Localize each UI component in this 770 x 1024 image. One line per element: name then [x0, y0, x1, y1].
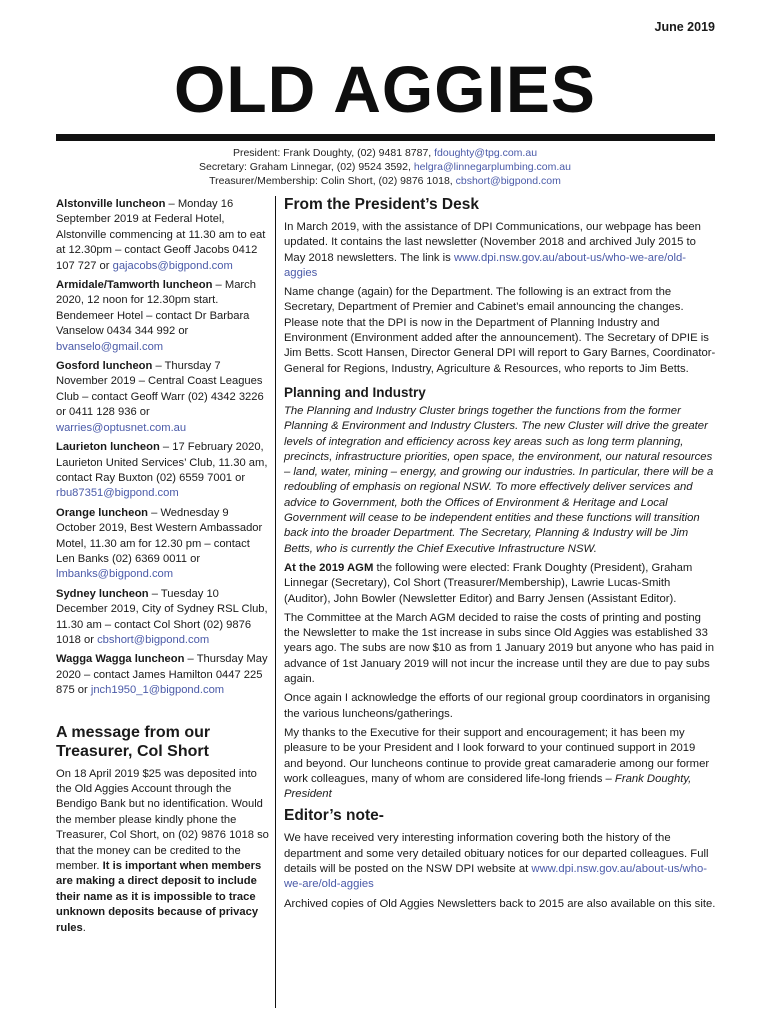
- luncheon-item: Armidale/Tamworth luncheon – March 2020, 12 noon for 12.30pm start. Bendemeer Hotel – contact Dr Barbara Vanselow 0434 344 992 or bvanselo@gmail.com: [56, 279, 256, 353]
- luncheon-item: Alstonville luncheon – Monday 16 September 2019 at Federal Hotel, Alstonville commencing at 11.30 am to eat at 12.30pm – contact Geoff Jacobs 0412 107 727 or gajacobs@bigpond.com: [56, 198, 266, 272]
- email-link[interactable]: jnch1950_1@bigpond.com: [90, 684, 225, 697]
- luncheon-item: Laurieton luncheon – 17 February 2020, Laurieton United Services’ Club, 11.30 am, contact Ray Buxton (02) 6559 7001 or rbu87351@bigpond.com: [56, 441, 268, 500]
- officer-secretary: Secretary: Graham Linnegar, (02) 9524 3592, helgra@linnegarplumbing.com.au: [199, 161, 571, 173]
- officers-block: [0, 146, 770, 188]
- email-link[interactable]: gajacobs@bigpond.com: [112, 259, 233, 272]
- editor-heading: Editor’s note-: [284, 807, 384, 825]
- newsletter-title: OLD AGGIES: [174, 52, 596, 126]
- president-heading: From the President’s Desk: [284, 196, 479, 213]
- left-column: [56, 197, 270, 936]
- email-link[interactable]: cbshort@bigpond.com: [97, 633, 210, 646]
- agm-paragraph: At the 2019 AGM the following were elected: Frank Doughty (President), Graham Linnegar (Secretary), Col Short (Treasurer/Membership), Lawrie Lucas-Smith (Auditor), John Bowler (Newsletter Editor) and Barry Jensen (Assistant Editor).: [284, 561, 693, 605]
- luncheon-item: Orange luncheon – Wednesday 9 October 2019, Best Western Ambassador Motel, 11.30 am for 12.30 pm – contact Len Banks (02) 6369 0011 or lmbanks@bigpond.com: [56, 506, 263, 581]
- email-link[interactable]: bvanselo@gmail.com: [56, 340, 164, 353]
- editor-paragraph: We have received very interesting information covering both the history of the department and some very detailed obituary notices for our departed colleagues. Full details will be posted on the NSW DPI website at www.dpi.nsw.gov.au/about-us/who-we-are/old-aggies: [284, 832, 709, 891]
- treasurer-heading: A message from our Treasurer, Col Short: [56, 723, 211, 760]
- officer-treasurer: Treasurer/Membership: Colin Short, (02) 9876 1018, cbshort@bigpond.com: [209, 175, 561, 187]
- planning-paragraph: The Planning and Industry Cluster brings together the functions from the former Planning & Environment and Industry Clusters. The new Cluster will drive the greater levels of integration and efficiency across key areas such as long term planning, precincts, infrastructure priorities, open space, the environment, our natural resources – land, water, mining – energy, and growing our industries. In particular, there will be a redoubling of emphasis on regional NSW. To more effectively deliver services and advice to Government, both the Offices of Environment & Heritage and Local Government will cease to be independent entities and these functions will transition back into the broader Department. The Secretary, Planning & Industry will be Jim Betts, who is currently the Chief Executive Infrastructure NSW.: [284, 404, 714, 555]
- right-column: [284, 195, 716, 916]
- thanks-paragraph: My thanks to the Executive for their support and encouragement; it has been my pleasure to be your President and I look forward to your continued support in 2019 and beyond. Our luncheons continue to provide great camaraderie among our former work colleagues, many of whom are considered life-long friends – Frank Doughty, President: [284, 726, 710, 801]
- president-paragraph: In March 2019, with the assistance of DPI Communications, our webpage has been updated. It contains the last newsletter (November 2018 and archived July 2015 to May 2018 newsletters. The link is www.dpi.nsw.gov.au/about-us/who-we-are/old-aggies: [284, 221, 701, 279]
- acknowledgement-paragraph: Once again I acknowledge the efforts of our regional group coordinators in organising the various luncheons/gatherings.: [284, 692, 711, 720]
- website-link[interactable]: www.dpi.nsw.gov.au/about-us/who-we-are/old-aggies: [284, 251, 687, 279]
- planning-heading: Planning and Industry: [284, 384, 426, 400]
- editor-paragraph: Archived copies of Old Aggies Newsletters back to 2015 are also available on this site.: [284, 897, 716, 910]
- luncheon-item: Wagga Wagga luncheon – Thursday May 2020 – contact James Hamilton 0447 225 875 or jnch1950_1@bigpond.com: [56, 653, 268, 697]
- officer-president: President: Frank Doughty, (02) 9481 8787, fdoughty@tpg.com.au: [232, 147, 538, 159]
- website-link[interactable]: www.dpi.nsw.gov.au/about-us/who-we-are/old-aggies: [284, 862, 708, 891]
- issue-date: June 2019: [654, 20, 715, 34]
- treasurer-message: On 18 April 2019 $25 was deposited into the Old Aggies Account through the Bendigo Bank but no identification. Would the member please kindly phone the Treasurer, Col Short, on (02) 9876 1018 so that the money can be credited to the member. It is important when members are making a direct deposit to include their name as it is impossible to trace unknown deposits because of privacy rules.: [56, 767, 269, 934]
- president-signature: Frank Doughty, President: [284, 772, 692, 801]
- email-link[interactable]: rbu87351@bigpond.com: [56, 487, 179, 500]
- president-paragraph: Name change (again) for the Department. The following is an extract from the Secretary, Department of Premier and Cabinet’s email announcing the changes. Please note that the DPI is now in the Department of Planning Industry and Environment (Environment added after the announcement). The Secretary of DPIE is Jim Betts. Scott Hansen, Director General DPI will report to Gary Barnes, Coordinator-General for Regions, Industry, Agriculture & Resources, who reports to Jim Betts.: [284, 286, 716, 375]
- email-link[interactable]: warries@optusnet.com.au: [56, 421, 187, 434]
- luncheon-item: Gosford luncheon – Thursday 7 November 2019 – Central Coast Leagues Club – contact Geoff Warr (02) 4342 3226 or 0411 128 936 or warries@optusnet.com.au: [56, 360, 264, 434]
- email-link[interactable]: helgra@linnegarplumbing.com.au: [413, 161, 571, 173]
- committee-paragraph: The Committee at the March AGM decided to raise the costs of printing and posting the Newsletter to make the 1st increase in subs since Old Aggies was established 33 years ago. The subs are now $10 as from 1 January 2019 but anyone who has paid in advance of 1st January 2019 will not incur the increase until they are due to pay subs again.: [284, 611, 714, 686]
- masthead-rule: [56, 134, 715, 141]
- column-divider: [275, 196, 276, 1008]
- treasurer-warning: It is important when members are making a direct deposit to include their name as it is impossible to trace unknown deposits because of privacy rules: [56, 860, 262, 934]
- email-link[interactable]: fdoughty@tpg.com.au: [434, 147, 538, 159]
- email-link[interactable]: cbshort@bigpond.com: [455, 175, 561, 187]
- email-link[interactable]: lmbanks@bigpond.com: [56, 568, 174, 581]
- luncheon-item: Sydney luncheon – Tuesday 10 December 2019, City of Sydney RSL Club, 11.30 am – contact Col Short (02) 9876 1018 or cbshort@bigpond.com: [56, 587, 268, 646]
